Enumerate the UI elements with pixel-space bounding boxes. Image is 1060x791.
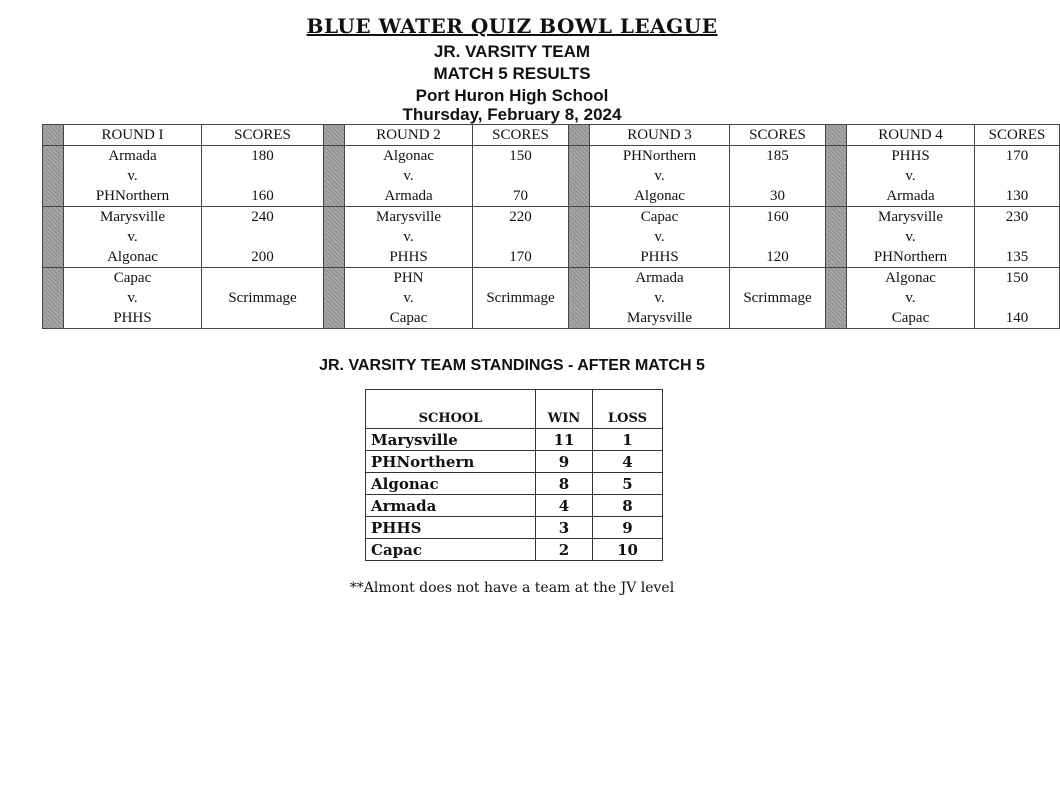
score-cell [730, 146, 826, 207]
versus-label: v. [127, 290, 138, 306]
scrimmage-label: Scrimmage [486, 290, 555, 306]
score-cell [473, 268, 569, 329]
team-name: Algonac [383, 148, 434, 164]
score-value: 70 [513, 188, 528, 204]
matchup-cell [64, 268, 202, 329]
score-spacer [730, 227, 825, 247]
match-heading: MATCH 5 RESULTS [433, 64, 591, 83]
loss-column-header: LOSS [593, 390, 663, 429]
score-pair [730, 146, 825, 206]
team-name: Armada [384, 188, 433, 204]
score-value: 185 [766, 148, 789, 164]
win-count: 2 [536, 539, 593, 561]
shade-cell [324, 207, 345, 268]
score-value: 180 [251, 148, 274, 164]
loss-count: 8 [593, 495, 663, 517]
score-cell [202, 146, 324, 207]
footnote: **Almont does not have a team at the JV level [349, 580, 675, 596]
win-count: 8 [536, 473, 593, 495]
loss-count: 4 [593, 451, 663, 473]
scrimmage-label: Scrimmage [743, 290, 812, 306]
team-name: PHHS [640, 249, 679, 265]
team-name: Capac [891, 310, 930, 326]
team-name: Marysville [878, 209, 943, 225]
win-count: 3 [536, 517, 593, 539]
score-pair [975, 268, 1059, 328]
matchup-cell [847, 146, 975, 207]
team-name: Armada [635, 270, 684, 286]
team-name: Marysville [627, 310, 692, 326]
score-cell [730, 207, 826, 268]
matchup [64, 146, 201, 206]
matchup [847, 207, 974, 267]
score-spacer [202, 166, 323, 186]
matchup-cell [64, 146, 202, 207]
matchup-cell [345, 207, 473, 268]
shade-cell [826, 268, 847, 329]
score-pair [202, 207, 323, 267]
matchup [590, 146, 729, 206]
team-name: Capac [640, 209, 679, 225]
score-pair [975, 207, 1059, 267]
school-name: Armada [366, 495, 536, 517]
shade-cell [826, 125, 847, 146]
standings-row [366, 495, 663, 517]
score-cell [730, 268, 826, 329]
versus-label: v. [127, 229, 138, 245]
team-name: PHNorthern [95, 188, 170, 204]
win-count: 4 [536, 495, 593, 517]
standings-title: JR. VARSITY TEAM STANDINGS - AFTER MATCH 5 [319, 357, 705, 374]
score-spacer [975, 166, 1059, 186]
versus-label: v. [403, 290, 414, 306]
score-cell [473, 146, 569, 207]
match-row [43, 207, 1060, 268]
team-name: Marysville [376, 209, 441, 225]
team-name: Armada [886, 188, 935, 204]
versus-label: v. [905, 168, 916, 184]
scores-header: SCORES [473, 125, 569, 146]
team-name: Algonac [634, 188, 685, 204]
match-row [43, 146, 1060, 207]
score-pair [473, 146, 568, 206]
location-heading: Port Huron High School [415, 86, 609, 105]
matchup-cell [847, 207, 975, 268]
round-header: ROUND 4 [847, 125, 975, 146]
score-spacer [975, 288, 1059, 308]
score-cell [975, 207, 1060, 268]
matchup-cell [847, 268, 975, 329]
team-name: PHHS [113, 310, 152, 326]
score-spacer [473, 227, 568, 247]
matchup-cell [590, 146, 730, 207]
team-name: Armada [108, 148, 157, 164]
score-pair [730, 207, 825, 267]
score-value: 170 [509, 249, 532, 265]
standings-row [366, 451, 663, 473]
shade-cell [324, 146, 345, 207]
score-spacer [202, 227, 323, 247]
loss-count: 1 [593, 429, 663, 451]
score-value: 140 [1005, 310, 1029, 326]
team-name: Algonac [885, 270, 936, 286]
loss-count: 10 [593, 539, 663, 561]
team-name: PHHS [389, 249, 428, 265]
shade-cell [324, 125, 345, 146]
score-cell [975, 146, 1060, 207]
versus-label: v. [905, 290, 916, 306]
shade-cell [826, 207, 847, 268]
versus-label: v. [654, 290, 665, 306]
matchup [345, 268, 472, 328]
score-value: 120 [766, 249, 789, 265]
matchup [847, 268, 974, 328]
matchup-cell [345, 146, 473, 207]
school-name: Capac [366, 539, 536, 561]
matchup [345, 207, 472, 267]
standings-row [366, 473, 663, 495]
round-header: ROUND 3 [590, 125, 730, 146]
shade-cell [569, 146, 590, 207]
score-value: 160 [251, 188, 274, 204]
loss-count: 9 [593, 517, 663, 539]
school-name: Marysville [366, 429, 536, 451]
score-spacer [975, 227, 1059, 247]
standings-row [366, 517, 663, 539]
match-results-table [42, 124, 1060, 329]
shade-cell [826, 146, 847, 207]
shade-cell [324, 268, 345, 329]
shade-cell [569, 268, 590, 329]
score-value: 150 [1005, 270, 1029, 286]
score-cell [202, 207, 324, 268]
team-name: Marysville [100, 209, 165, 225]
team-name: PHN [393, 270, 424, 286]
score-value: 135 [1005, 249, 1029, 265]
shade-cell [43, 268, 64, 329]
matchup-cell [590, 268, 730, 329]
league-title: BLUE WATER QUIZ BOWL LEAGUE [306, 14, 718, 38]
score-cell [473, 207, 569, 268]
matchup [345, 146, 472, 206]
shade-cell [43, 207, 64, 268]
score-value: 230 [1005, 209, 1029, 225]
shade-cell [569, 125, 590, 146]
team-heading: JR. VARSITY TEAM [433, 42, 591, 61]
win-column-header: WIN [536, 390, 593, 429]
score-value: 30 [770, 188, 785, 204]
school-name: PHHS [366, 517, 536, 539]
results-header-row [43, 125, 1060, 146]
matchup [847, 146, 974, 206]
score-value: 130 [1005, 188, 1029, 204]
scores-header: SCORES [975, 125, 1060, 146]
standings-row [366, 539, 663, 561]
score-spacer [730, 166, 825, 186]
date-heading: Thursday, February 8, 2024 [402, 105, 622, 124]
versus-label: v. [905, 229, 916, 245]
versus-label: v. [127, 168, 138, 184]
scrimmage-label: Scrimmage [228, 290, 297, 306]
matchup-cell [345, 268, 473, 329]
school-name: Algonac [366, 473, 536, 495]
matchup-cell [590, 207, 730, 268]
round-header: ROUND I [64, 125, 202, 146]
team-name: PHNorthern [873, 249, 948, 265]
versus-label: v. [654, 168, 665, 184]
versus-label: v. [403, 168, 414, 184]
standings-header-row [366, 390, 663, 429]
shade-cell [43, 125, 64, 146]
team-name: Capac [389, 310, 428, 326]
score-value: 200 [251, 249, 274, 265]
score-pair [202, 146, 323, 206]
matchup [590, 207, 729, 267]
score-value: 220 [509, 209, 532, 225]
loss-count: 5 [593, 473, 663, 495]
matchup [590, 268, 729, 328]
shade-cell [569, 207, 590, 268]
score-pair [975, 146, 1059, 206]
score-value: 150 [509, 148, 532, 164]
versus-label: v. [403, 229, 414, 245]
matchup [64, 207, 201, 267]
round-header: ROUND 2 [345, 125, 473, 146]
matchup-cell [64, 207, 202, 268]
score-value: 170 [1005, 148, 1029, 164]
score-value: 160 [766, 209, 789, 225]
score-value: 240 [251, 209, 274, 225]
team-name: PHHS [891, 148, 930, 164]
team-name: Algonac [107, 249, 158, 265]
school-column-header: SCHOOL [366, 390, 536, 429]
versus-label: v. [654, 229, 665, 245]
matchup [64, 268, 201, 328]
win-count: 9 [536, 451, 593, 473]
team-name: PHNorthern [622, 148, 697, 164]
scores-header: SCORES [730, 125, 826, 146]
school-name: PHNorthern [366, 451, 536, 473]
score-pair [473, 207, 568, 267]
score-cell [975, 268, 1060, 329]
win-count: 11 [536, 429, 593, 451]
match-row [43, 268, 1060, 329]
shade-cell [43, 146, 64, 207]
standings-row [366, 429, 663, 451]
score-spacer [473, 166, 568, 186]
score-cell [202, 268, 324, 329]
standings-table [365, 389, 663, 561]
scores-header: SCORES [202, 125, 324, 146]
team-name: Capac [113, 270, 152, 286]
